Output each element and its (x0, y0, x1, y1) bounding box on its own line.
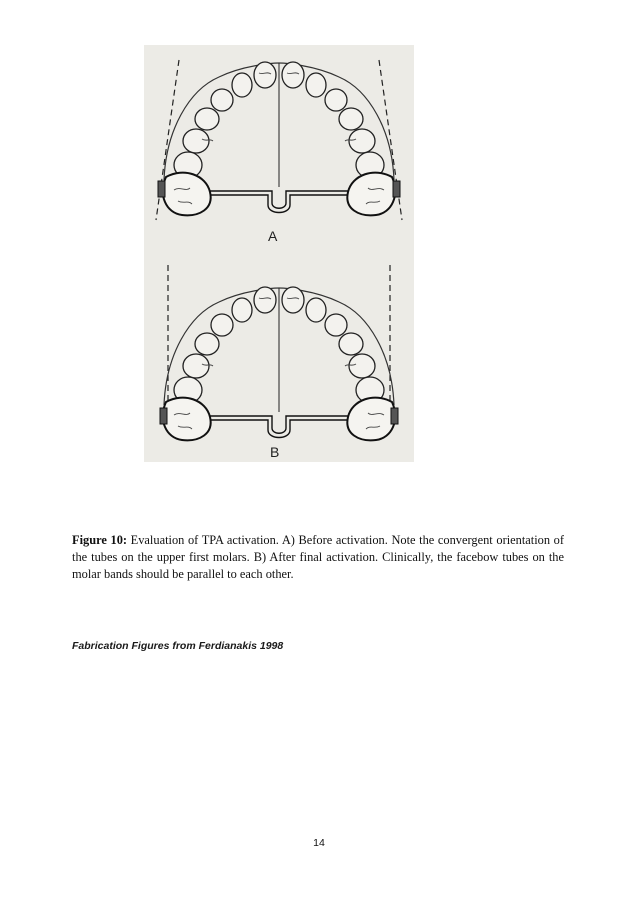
figure-caption-lead: Figure 10: (72, 533, 128, 548)
panel-b-label: B (270, 444, 280, 460)
figure-caption-text: Evaluation of TPA activation. A) Before activation. Note the convergent orientation of the tubes on the upper first molars. B) After final activation. Clinically, the facebow tubes on the molar bands should be parallel to each other. (72, 533, 564, 582)
figure-caption (72, 532, 564, 583)
panel-a-drawing (156, 60, 402, 220)
panel-a-label: A (268, 228, 278, 244)
panel-b-drawing (160, 265, 398, 440)
tpa-activation-figure (144, 45, 414, 462)
source-note: Fabrication Figures from Ferdianakis 1998 (72, 640, 284, 652)
page-number: 14 (313, 837, 325, 849)
dental-arch-illustration (144, 45, 414, 462)
